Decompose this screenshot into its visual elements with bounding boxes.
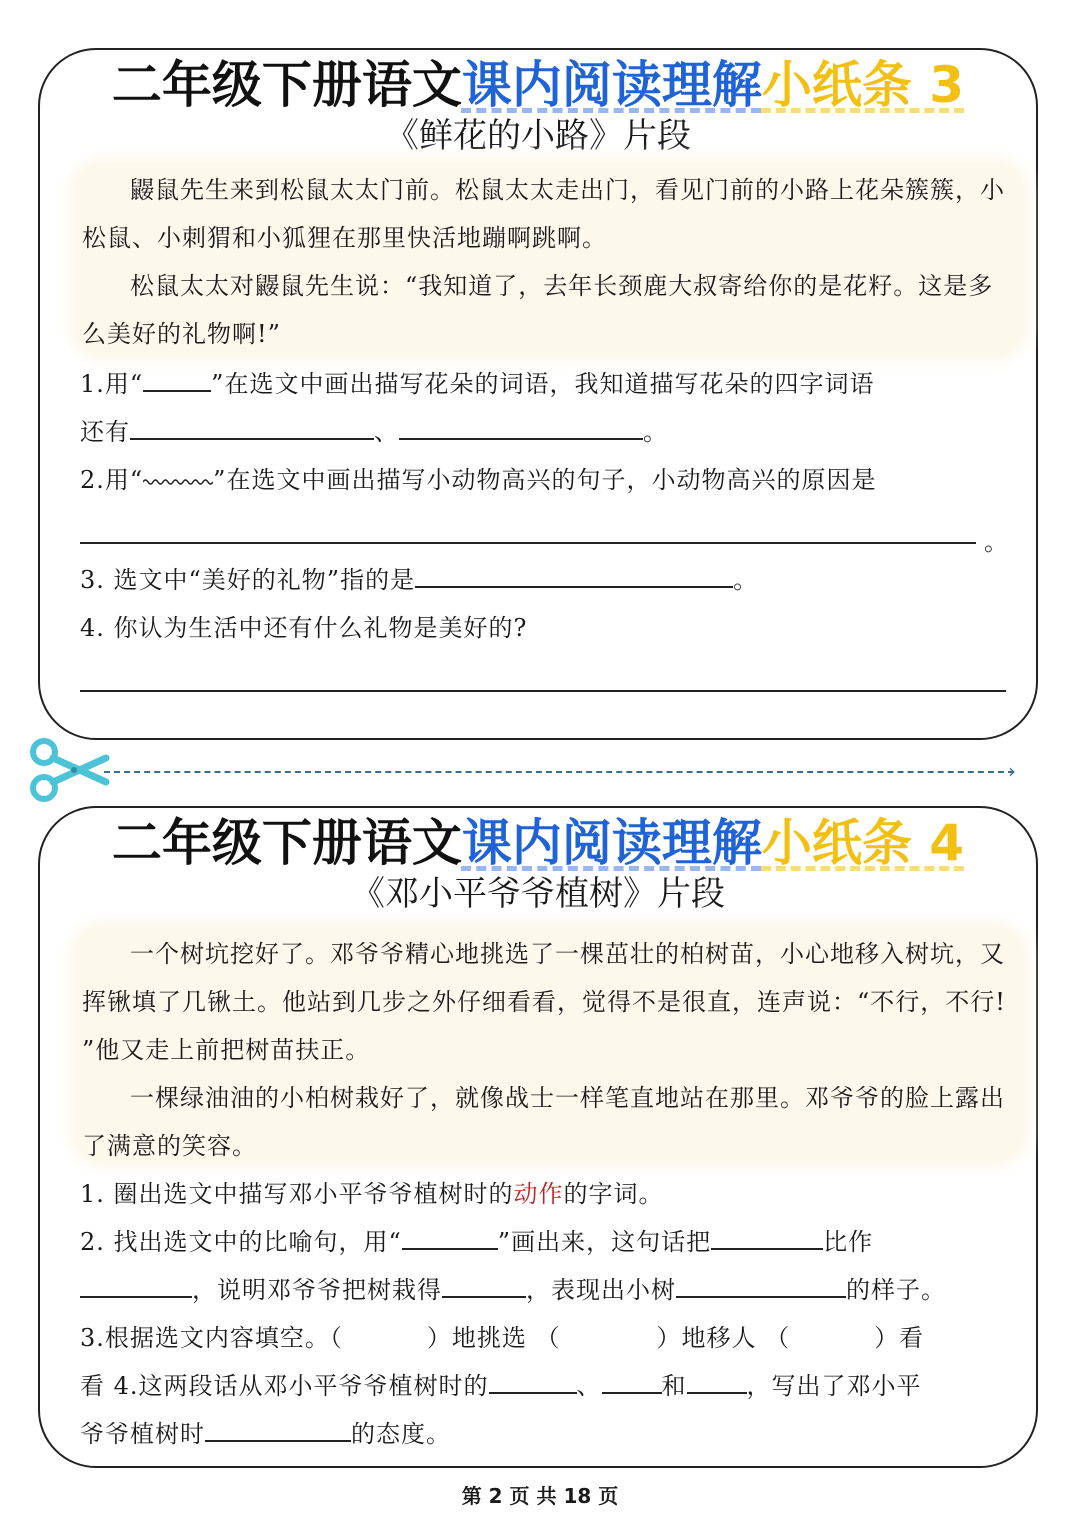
question-text: ）看: [874, 1324, 925, 1352]
question-text: 、: [576, 1372, 602, 1400]
passage-title: 《邓小平爷爷植树》片段: [351, 874, 725, 914]
passage-paragraph: 一个树坑挖好了。邓爷爷精心地挑选了一棵茁壮的柏树苗，小心地移入树坑，又挥锹填了几锹土。他站到几步之外仔细看看，觉得不是很直，连声说：“不行，不行! ”他又走上前把树苗扶正。: [82, 940, 1006, 1064]
passage-paragraph: 一棵绿油油的小柏树栽好了，就像战士一样笔直地站在那里。邓爷爷的脸上露出了满意的笑容。: [82, 1084, 1005, 1160]
answer-blank[interactable]: [80, 1266, 192, 1298]
passage-box: [74, 162, 1024, 356]
title-part-reading: 课内阅读理解: [461, 814, 762, 872]
title-part-grade: 二年级下册语文: [111, 814, 462, 872]
question-text: 。: [643, 418, 668, 446]
passage-paragraph: 松鼠太太对鼹鼠先生说：“我知道了，去年长颈鹿大叔寄给你的是花籽。这是多么美好的礼物啊!”: [82, 272, 994, 348]
question-text: 2. 找出选文中的比喻句，用“: [80, 1228, 402, 1256]
question-1: [80, 360, 1010, 408]
question-text: 比作: [823, 1228, 874, 1256]
title-part-grade: 二年级下册语文: [111, 56, 462, 114]
title-part-reading: 课内阅读理解: [461, 56, 762, 114]
answer-blank[interactable]: [442, 1266, 526, 1298]
page-number: 第 2 页 共 18 页: [461, 1484, 619, 1508]
question-text: 看 4.这两段话从邓小平爷爷植树时的: [80, 1372, 489, 1400]
question-2: [80, 1218, 1010, 1266]
question-text: 的态度。: [351, 1420, 451, 1448]
answer-blank[interactable]: [143, 360, 211, 392]
answer-blank[interactable]: [602, 1362, 662, 1394]
highlighted-word: 动作: [513, 1180, 564, 1208]
question-2: [80, 456, 1010, 504]
answer-blank[interactable]: [402, 1218, 498, 1250]
answer-blank[interactable]: [205, 1410, 351, 1442]
question-text: 还有: [80, 418, 130, 446]
question-text: ，说明邓爷爷把树栽得: [192, 1276, 442, 1304]
question-text: ”在选文中画出描写小动物高兴的句子，小动物高兴的原因是: [213, 466, 877, 494]
question-1-cont: [80, 408, 1010, 456]
title-part-note: 小纸条 3: [761, 56, 965, 114]
question-4-cont: [80, 1410, 1010, 1458]
answer-blank[interactable]: [415, 556, 733, 588]
reading-card-3: [38, 48, 1038, 740]
question-text: 3. 选文中“美好的礼物”指的是: [80, 566, 416, 594]
question-text: 和: [661, 1372, 687, 1400]
question-3: [80, 556, 1010, 604]
passage-box: [74, 926, 1024, 1162]
question-text: ”画出来，这句话把: [497, 1228, 712, 1256]
passage-paragraph: 鼹鼠先生来到松鼠太太门前。松鼠太太走出门，看见门前的小路上花朵簇簇，小松鼠、小刺猬和小狐狸在那里快活地蹦啊跳啊。: [82, 176, 1005, 252]
question-1: [80, 1170, 1010, 1218]
question-text: ，表现出小树: [526, 1276, 676, 1304]
question-text: ”在选文中画出描写花朵的词语，我知道描写花朵的四字词语: [211, 370, 875, 398]
question-text: ）地挑选 （: [426, 1324, 561, 1352]
question-4: 4. 你认为生活中还有什么礼物是美好的?: [80, 614, 528, 642]
cut-line: [104, 771, 1014, 773]
question-text: 1.用“: [80, 370, 144, 398]
title-part-note: 小纸条 4: [761, 814, 965, 872]
question-text: 的字词。: [563, 1180, 664, 1208]
arrow-icon: ›: [1008, 759, 1016, 783]
answer-blank[interactable]: [399, 408, 643, 440]
answer-line[interactable]: [80, 690, 1006, 692]
question-text: 1. 圈出选文中描写邓小平爷爷植树时的: [80, 1180, 514, 1208]
question-text: 的样子。: [846, 1276, 946, 1304]
question-text: ，写出了邓小平: [746, 1372, 922, 1400]
answer-blank[interactable]: [130, 408, 374, 440]
question-4: [80, 1362, 1010, 1410]
question-text: 。: [733, 566, 759, 594]
question-3: [80, 1314, 1010, 1362]
reading-card-4: [38, 806, 1038, 1468]
question-text: ）地移人 （: [656, 1324, 791, 1352]
wavy-line-marker: [143, 458, 213, 488]
answer-line[interactable]: [80, 542, 976, 544]
answer-blank[interactable]: [676, 1266, 846, 1298]
question-2-cont: [80, 1266, 1010, 1314]
answer-blank[interactable]: [687, 1362, 747, 1394]
answer-blank[interactable]: [489, 1362, 577, 1394]
question-text: 爷爷植树时: [80, 1420, 205, 1448]
card-title: [40, 812, 1036, 874]
question-text: 。: [984, 528, 1009, 556]
question-text: 2.用“: [80, 466, 144, 494]
answer-blank[interactable]: [711, 1218, 823, 1250]
question-text: 3.根据选文内容填空。（: [80, 1324, 343, 1352]
card-title: [40, 54, 1036, 116]
passage-title: 《鲜花的小路》片段: [385, 116, 691, 156]
question-text: 、: [374, 418, 399, 446]
scissors-icon: [26, 738, 112, 804]
